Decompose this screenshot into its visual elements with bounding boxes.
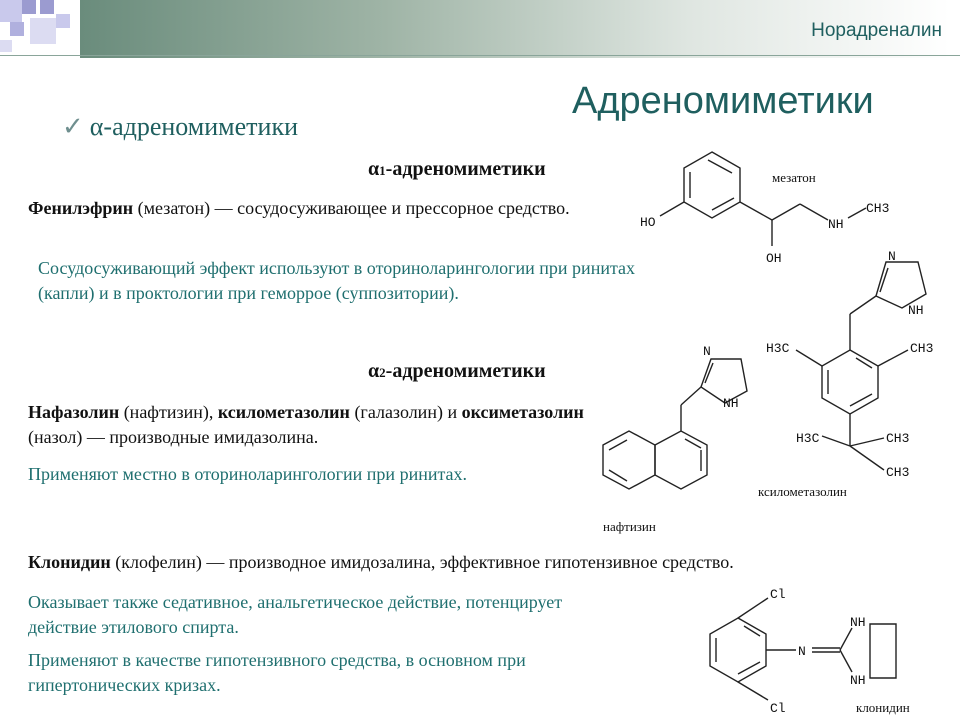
text: (назол) — производные имидазолина.: [28, 427, 319, 447]
heading-text: -адреномиметики: [385, 158, 546, 180]
drug-name: Нафазолин: [28, 402, 120, 422]
header-divider: [0, 55, 960, 56]
bullet-heading-text: α-адреномиметики: [89, 112, 298, 141]
ch3-group: CH3: [886, 465, 910, 480]
n-atom: N: [703, 344, 711, 359]
drug-description: (мезатон) — сосудосуживающее и прессорное средство.: [133, 198, 570, 218]
mezaton-label: мезатон: [772, 170, 816, 185]
topic-label: Норадреналин: [811, 20, 942, 41]
clonidine-note-1: Оказывает также седативное, анальгетическое действие, потенцирует действие этилового спирта.: [28, 592, 563, 637]
ho-group: HO: [640, 215, 656, 230]
clonidine-paragraph: [28, 550, 938, 575]
clonidine-note-2: Применяют в качестве гипотензивного средства, в основном при гипертонических кризах.: [28, 650, 526, 695]
xylometazoline-structure: [750, 240, 940, 505]
text: (нафтизин),: [119, 402, 218, 422]
n-atom: N: [798, 644, 806, 659]
drug-description: (клофелин) — производное имидозалина, эффективное гипотензивное средство.: [110, 552, 734, 572]
corner-decoration: [0, 0, 80, 55]
heading-text: -адреномиметики: [385, 360, 546, 382]
cl-atom: Cl: [770, 701, 786, 716]
drug-name: ксилометазолин: [217, 402, 350, 422]
imidazoline-note: Применяют местно в оториноларингологии при ринитах.: [28, 464, 468, 484]
clonidine-label: клонидин: [856, 700, 910, 715]
phenylephrine-note: Сосудосуживающий эффект используют в оториноларингологии при ринитах (капли) и в проктологии при геморрое (суппозитории).: [38, 258, 636, 303]
ch3-group: CH3: [866, 201, 890, 216]
n-atom: N: [888, 249, 896, 264]
alpha2-heading: [368, 360, 546, 383]
nh-group: NH: [908, 303, 924, 318]
ch3-group: CH3: [886, 431, 910, 446]
imidazoline-paragraph: [28, 400, 588, 450]
oh-group: OH: [766, 251, 782, 266]
alpha-symbol: α: [368, 360, 380, 382]
checkmark-icon: ✓: [62, 112, 84, 141]
alpha-subscript: 2: [379, 365, 386, 380]
naphthyzine-structure: [565, 335, 765, 535]
alpha1-heading: [368, 158, 546, 181]
drug-name: Фенилэфрин: [28, 198, 134, 218]
clonidine-structure: [680, 578, 940, 718]
ch3-group: H3C: [766, 341, 790, 356]
naphthyzine-label: нафтизин: [603, 519, 656, 534]
cl-atom: Cl: [770, 587, 786, 602]
text: (галазолин) и: [349, 402, 462, 422]
ch3-group: CH3: [910, 341, 934, 356]
drug-name: оксиметазолин: [461, 402, 584, 422]
nh-group: NH: [828, 217, 844, 232]
alpha-symbol: α: [368, 158, 380, 180]
alpha-subscript: 1: [379, 163, 386, 178]
nh-group: NH: [850, 673, 866, 688]
nh-group: NH: [850, 615, 866, 630]
drug-name: Клонидин: [28, 552, 111, 572]
ch3-group: H3C: [796, 431, 820, 446]
page-title: Адреномиметики: [572, 80, 874, 122]
xylometazoline-label: ксилометазолин: [758, 484, 847, 499]
phenylephrine-paragraph: [28, 196, 628, 221]
nh-group: NH: [723, 396, 739, 411]
bullet-heading: [62, 112, 298, 142]
